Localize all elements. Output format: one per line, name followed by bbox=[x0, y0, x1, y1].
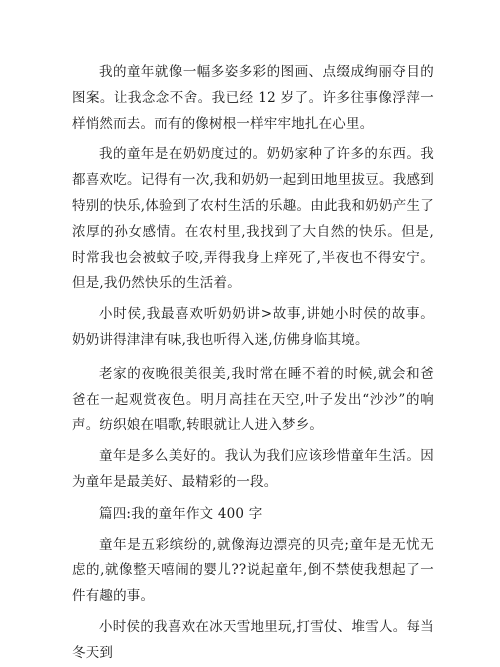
paragraph-1: 我的童年就像一幅多姿多彩的图画、点缀成绚丽夺目的图案。让我念念不舍。我已经 12 岁了。许多往事像浮萍一样悄然而去。而有的像树根一样牢牢地扎在心里。 bbox=[72, 64, 434, 132]
paragraph-4: 老家的夜晚很美很美,我时常在睡不着的时候,就会和爸爸在一起观赏夜色。明月高挂在天空,叶子发出“沙沙”的响声。纺织娘在唱歌,转眼就让人进入梦乡。 bbox=[72, 365, 434, 434]
document-body bbox=[72, 60, 434, 667]
section-heading: 篇四:我的童年作文 400 字 bbox=[99, 505, 263, 522]
paragraph-5: 童年是多么美好的。我认为我们应该珍惜童年生活。因为童年是最美好、最精彩的一段。 bbox=[72, 448, 434, 490]
paragraph-6: 童年是五彩缤纷的,就像海边漂亮的贝壳;童年是无忧无虑的,就像整天嘻闹的婴儿??说起童年,倒不禁使我想起了一件有趣的事。 bbox=[72, 536, 434, 605]
paragraph-7: 小时侯的我喜欢在冰天雪地里玩,打雪仗、堆雪人。每当冬天到 bbox=[72, 618, 434, 661]
paragraph-3: 小时侯,我最喜欢听奶奶讲>故事,讲她小时侯的故事。奶奶讲得津津有味,我也听得入迷,仿佛身临其境。 bbox=[72, 306, 434, 348]
paragraph-2: 我的童年是在奶奶度过的。奶奶家种了许多的东西。我都喜欢吃。记得有一次,我和奶奶一起到田地里拔豆。我感到特别的快乐,体验到了农村生活的乐趣。由此我和奶奶产生了浓厚的孙女感情。在农村里,我找到了大自然的快乐。但是,时常我也会被蚊子咬,弄得我身上痒死了,半夜也不得安宁。但是,我仍然快乐的生活着。 bbox=[72, 146, 434, 292]
